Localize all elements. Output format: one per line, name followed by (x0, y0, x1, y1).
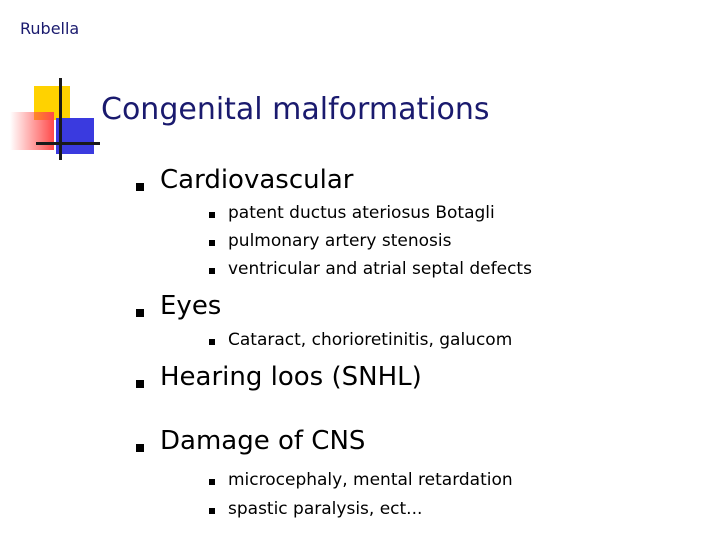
list-subitem: pulmonary artery stenosis (228, 231, 452, 251)
list-subitem: Cataract, chorioretinitis, galucom (228, 330, 513, 350)
list-item-cardiovascular: Cardiovascular (160, 165, 354, 195)
list-subitem: microcephaly, mental retardation (228, 470, 513, 490)
bullet-icon (209, 508, 215, 514)
bullet-icon (209, 479, 215, 485)
vertical-line (59, 78, 62, 160)
bullet-icon (136, 380, 144, 388)
bullet-icon (136, 309, 144, 317)
slide-title: Congenital malformations (101, 92, 490, 127)
list-subitem: spastic paralysis, ect... (228, 499, 423, 519)
list-item-eyes: Eyes (160, 291, 222, 321)
list-item-cns: Damage of CNS (160, 426, 366, 456)
list-subitem: ventricular and atrial septal defects (228, 259, 532, 279)
bullet-icon (209, 268, 215, 274)
bullet-icon (209, 212, 215, 218)
bullet-icon (209, 240, 215, 246)
list-subitem: patent ductus ateriosus Botagli (228, 203, 495, 223)
slide-header-label: Rubella (20, 19, 80, 38)
decorative-logo (0, 0, 110, 170)
list-item-hearing: Hearing loos (SNHL) (160, 362, 422, 392)
horizontal-line (36, 142, 100, 145)
bullet-icon (136, 444, 144, 452)
bullet-icon (209, 339, 215, 345)
bullet-icon (136, 183, 144, 191)
